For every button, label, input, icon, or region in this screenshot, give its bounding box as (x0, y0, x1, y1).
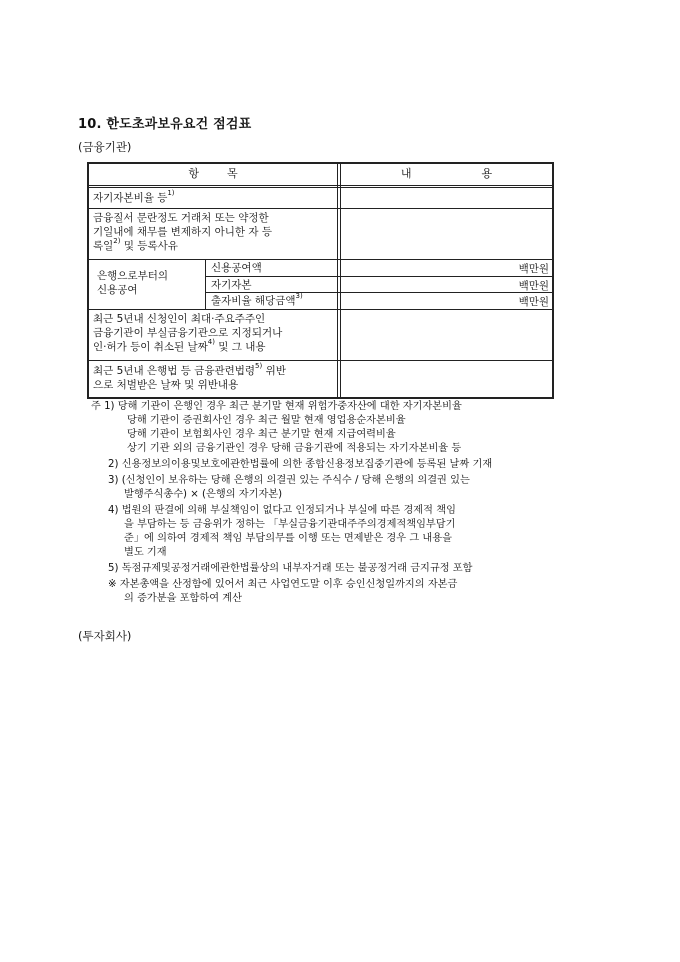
row-capital-ratio: 자기자본비율 등$^{1)}$ (93, 189, 175, 204)
row-credit-disorder: 금융질서 문란정도 거래처 또는 약정한 기일내에 채무를 변제하지 아니한 자 등 록일$^{2)}$ 및 등록사유 (93, 212, 272, 252)
note-line: 준」에 의하여 경제적 책임 부담의무를 이행 또는 면제받은 경우 그 내용을 (124, 533, 452, 544)
unit-investment-ratio: 백만원 (518, 296, 549, 308)
note-line: ※ 자본총액을 산정함에 있어서 최근 사업연도말 이후 승인신청일까지의 자본금 (108, 579, 458, 590)
credit-amount-label: 신용공여액 (211, 262, 262, 274)
row-law-violation: 최근 5년내 은행법 등 금융관련법령$^{5)}$ 위반 으로 처벌받은 날짜 및 위반내용 (93, 362, 286, 391)
note-line: 발행주식총수) × (은행의 자기자본) (124, 489, 283, 500)
note-line: 을 부담하는 등 금융위가 정하는 「부실금융기관대주주의경제적책임부담기 (124, 519, 456, 530)
note-line: 상기 기관 외의 금융기관인 경우 당해 금융기관에 적용되는 자기자본비율 등 (127, 443, 462, 454)
note-line: 주 1) 당해 기관이 은행인 경우 최근 분기말 현재 위험가중자산에 대한 자기자본비율 (91, 401, 462, 412)
row-insolvent-institution: 최근 5년내 신청인이 최대·주요주주인 금융기관이 부실금융기관으로 지정되거나 인·허가 등이 취소된 날짜$^{4)}$ 및 그 내용 (93, 313, 283, 353)
page-title: 10. 한도초과보유요건 점검표 (78, 117, 252, 132)
note-line: 5) 독점규제및공정거래에관한법률상의 내부자거래 또는 불공정거래 금지규정 포함 (108, 563, 473, 574)
note-line: 당해 기관이 증권회사인 경우 최근 월말 현재 영업용순자본비율 (127, 415, 406, 426)
header-content: 내 용 (400, 167, 493, 180)
unit-credit-amount: 백만원 (518, 263, 549, 275)
investment-ratio-label: 출자비율 해당금액$^{3)}$ (211, 292, 303, 307)
header-item: 항 목 (188, 167, 238, 180)
own-capital-label: 자기자본 (211, 279, 252, 291)
note-line: 4) 법원의 판결에 의해 부실책임이 없다고 인정되거나 부실에 따른 경제적 책임 (108, 505, 456, 516)
section-label-financial: (금융기관) (78, 140, 132, 154)
note-line: 의 증가분을 포함하여 계산 (124, 593, 242, 604)
note-line: 3) (신청인이 보유하는 당해 은행의 의결권 있는 주식수 / 당해 은행의 의결권 있는 (108, 475, 470, 486)
checklist-table (87, 162, 554, 399)
note-line: 당해 기관이 보험회사인 경우 최근 분기말 현재 지급여력비율 (127, 429, 396, 440)
section-label-investment: (투자회사) (78, 629, 132, 643)
note-line: 2) 신용정보의이용및보호에관한법률에 의한 종합신용정보집중기관에 등록된 날짜 기재 (108, 459, 493, 470)
row-bank-credit-label: 은행으로부터의 신용공여 (97, 270, 169, 296)
note-line: 별도 기재 (124, 547, 167, 558)
unit-own-capital: 백만원 (518, 280, 549, 292)
